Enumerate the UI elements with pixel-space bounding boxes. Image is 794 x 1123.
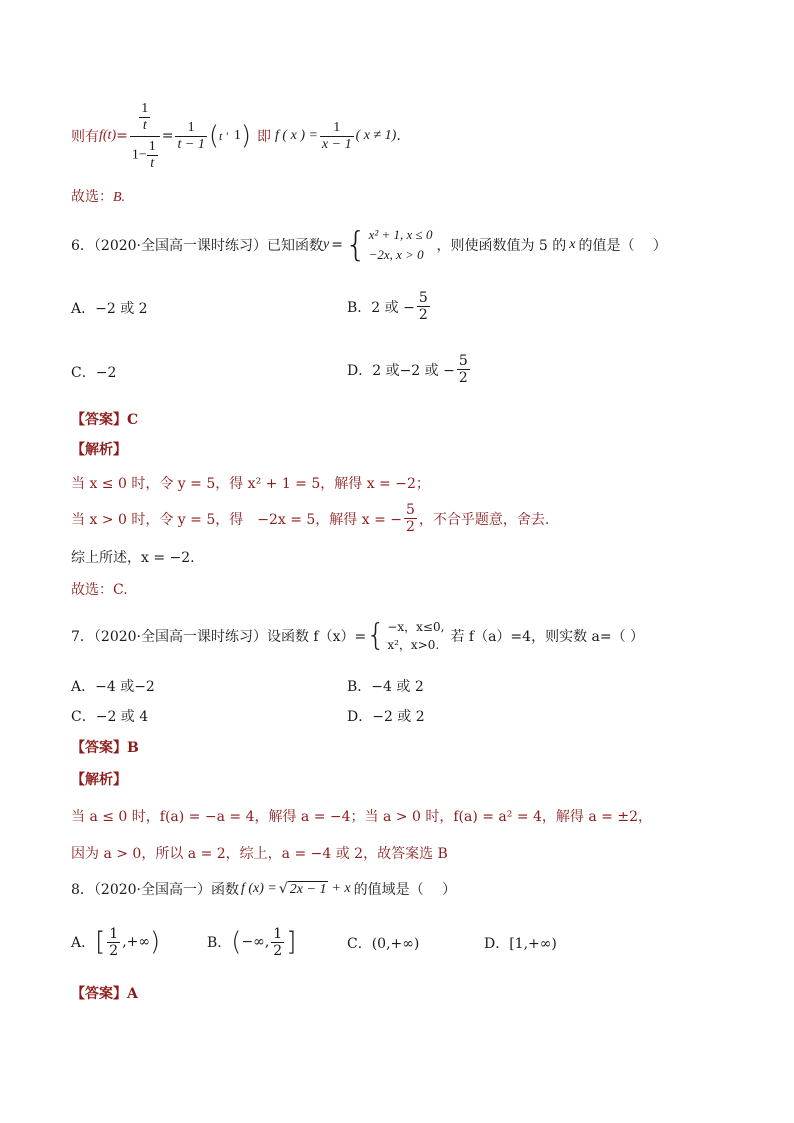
q8-option-b: B． ( −∞, $\frac{1}{2}$ ] bbox=[207, 925, 297, 959]
one-over-t-minus-1: $\frac{1}{t - 1}$ bbox=[177, 119, 205, 152]
intro-ft: f(t) bbox=[99, 128, 117, 143]
inner-top-fraction: $\frac{1}{t}$ bbox=[141, 100, 149, 133]
q6-option-a: A．−2 或 2 bbox=[71, 301, 148, 317]
q7-analysis: 【解析】 bbox=[71, 772, 127, 788]
nested-fraction: $\frac{1}{t}$ 1− $\frac{1}{t}$ bbox=[130, 101, 160, 172]
q6-choice: 故选：C. bbox=[71, 582, 128, 598]
q6-option-b: B．2 或 − $\frac{5}{2}$ bbox=[347, 290, 428, 323]
q8-a-fraction: $\frac{1}{2}$ bbox=[109, 925, 119, 959]
q7-line1: 当 a ≤ 0 时，f(a) = −a = 4，解得 a = −4；当 a > 0 时，f(a) = a² = 4，解得 a = ±2， bbox=[71, 809, 652, 825]
q7-option-b: B．−4 或 2 bbox=[347, 679, 424, 695]
intro-eq: = bbox=[116, 128, 128, 144]
intro-line: 则有 f(t) = $\frac{1}{t}$ 1− $\frac{1}{t}$ = $\frac{1}{t - 1}$ ( t ' 1 ) 即 f ( x ) = $\frac{1}{x - 1}$ ( x ≠ 1) . bbox=[71, 100, 401, 171]
q6-b-fraction: $\frac{5}{2}$ bbox=[418, 290, 428, 323]
q7-line2: 因为 a > 0，所以 a = 2，综上，a = −4 或 2，故答案选 B bbox=[71, 846, 448, 862]
q6-d-fraction: $\frac{5}{2}$ bbox=[458, 353, 468, 386]
q7-option-c: C．−2 或 4 bbox=[71, 709, 149, 725]
q8-option-a: A． [ $\frac{1}{2}$ ,+∞ ) bbox=[71, 925, 161, 959]
one-over-x-minus-1: $\frac{1}{x - 1}$ bbox=[321, 119, 352, 152]
intro-prefix: 则有 bbox=[71, 129, 99, 145]
q8-sqrt: 2x − 1 bbox=[289, 881, 327, 897]
q7-cases: −x，x≤0, x²，x>0. bbox=[387, 620, 445, 652]
q6-brace: { bbox=[344, 225, 367, 265]
q6-analysis: 【解析】 bbox=[71, 442, 127, 458]
q7-option-d: D．−2 或 2 bbox=[347, 709, 425, 725]
q8-b-fraction: $\frac{1}{2}$ bbox=[273, 925, 283, 959]
q7-brace: { bbox=[366, 618, 386, 653]
inner-bottom-fraction: $\frac{1}{t}$ bbox=[148, 138, 156, 171]
q6-stem: 6．（2020·全国高一课时练习）已知函数 y = { x² + 1, x ≤ 0 −2x, x > 0 ，则使函数值为 5 的 x 的值是（ ） bbox=[71, 225, 667, 265]
q7-answer: 【答案】B bbox=[71, 740, 139, 756]
q6-option-d: D．2 或−2 或 − $\frac{5}{2}$ bbox=[347, 353, 468, 386]
q8-option-d: D．[1,+∞) bbox=[484, 936, 557, 952]
q6-line3: 综上所述，x = −2. bbox=[71, 550, 195, 566]
q6-option-c: C．−2 bbox=[71, 365, 117, 381]
q6-line2: 当 x > 0 时，令 y = 5，得 −2x = 5，解得 x = − $\frac{5}{2}$ ，不合乎题意，舍去. bbox=[71, 502, 550, 535]
q8-stem: 8．（2020·全国高一）函数 f (x) = √ 2x − 1 + x 的值域是（ ） bbox=[71, 881, 457, 898]
q5-choice: 故选：B. bbox=[71, 189, 126, 205]
q6-answer: 【答案】C bbox=[71, 412, 139, 428]
q6-line1: 当 x ≤ 0 时，令 y = 5，得 x² + 1 = 5，解得 x = −2； bbox=[71, 476, 430, 492]
q6-line2-fraction: $\frac{5}{2}$ bbox=[406, 502, 415, 535]
q7-stem: 7．（2020·全国高一课时练习）设函数 f（x）= { −x，x≤0, x²，x>0. 若 f（a）=4，则实数 a=（ ） bbox=[71, 618, 645, 653]
q8-option-c: C．(0,+∞) bbox=[347, 936, 420, 952]
q6-cases: x² + 1, x ≤ 0 −2x, x > 0 bbox=[368, 227, 433, 262]
q7-option-a: A．−4 或−2 bbox=[71, 679, 155, 695]
q8-answer: 【答案】A bbox=[71, 986, 138, 1002]
